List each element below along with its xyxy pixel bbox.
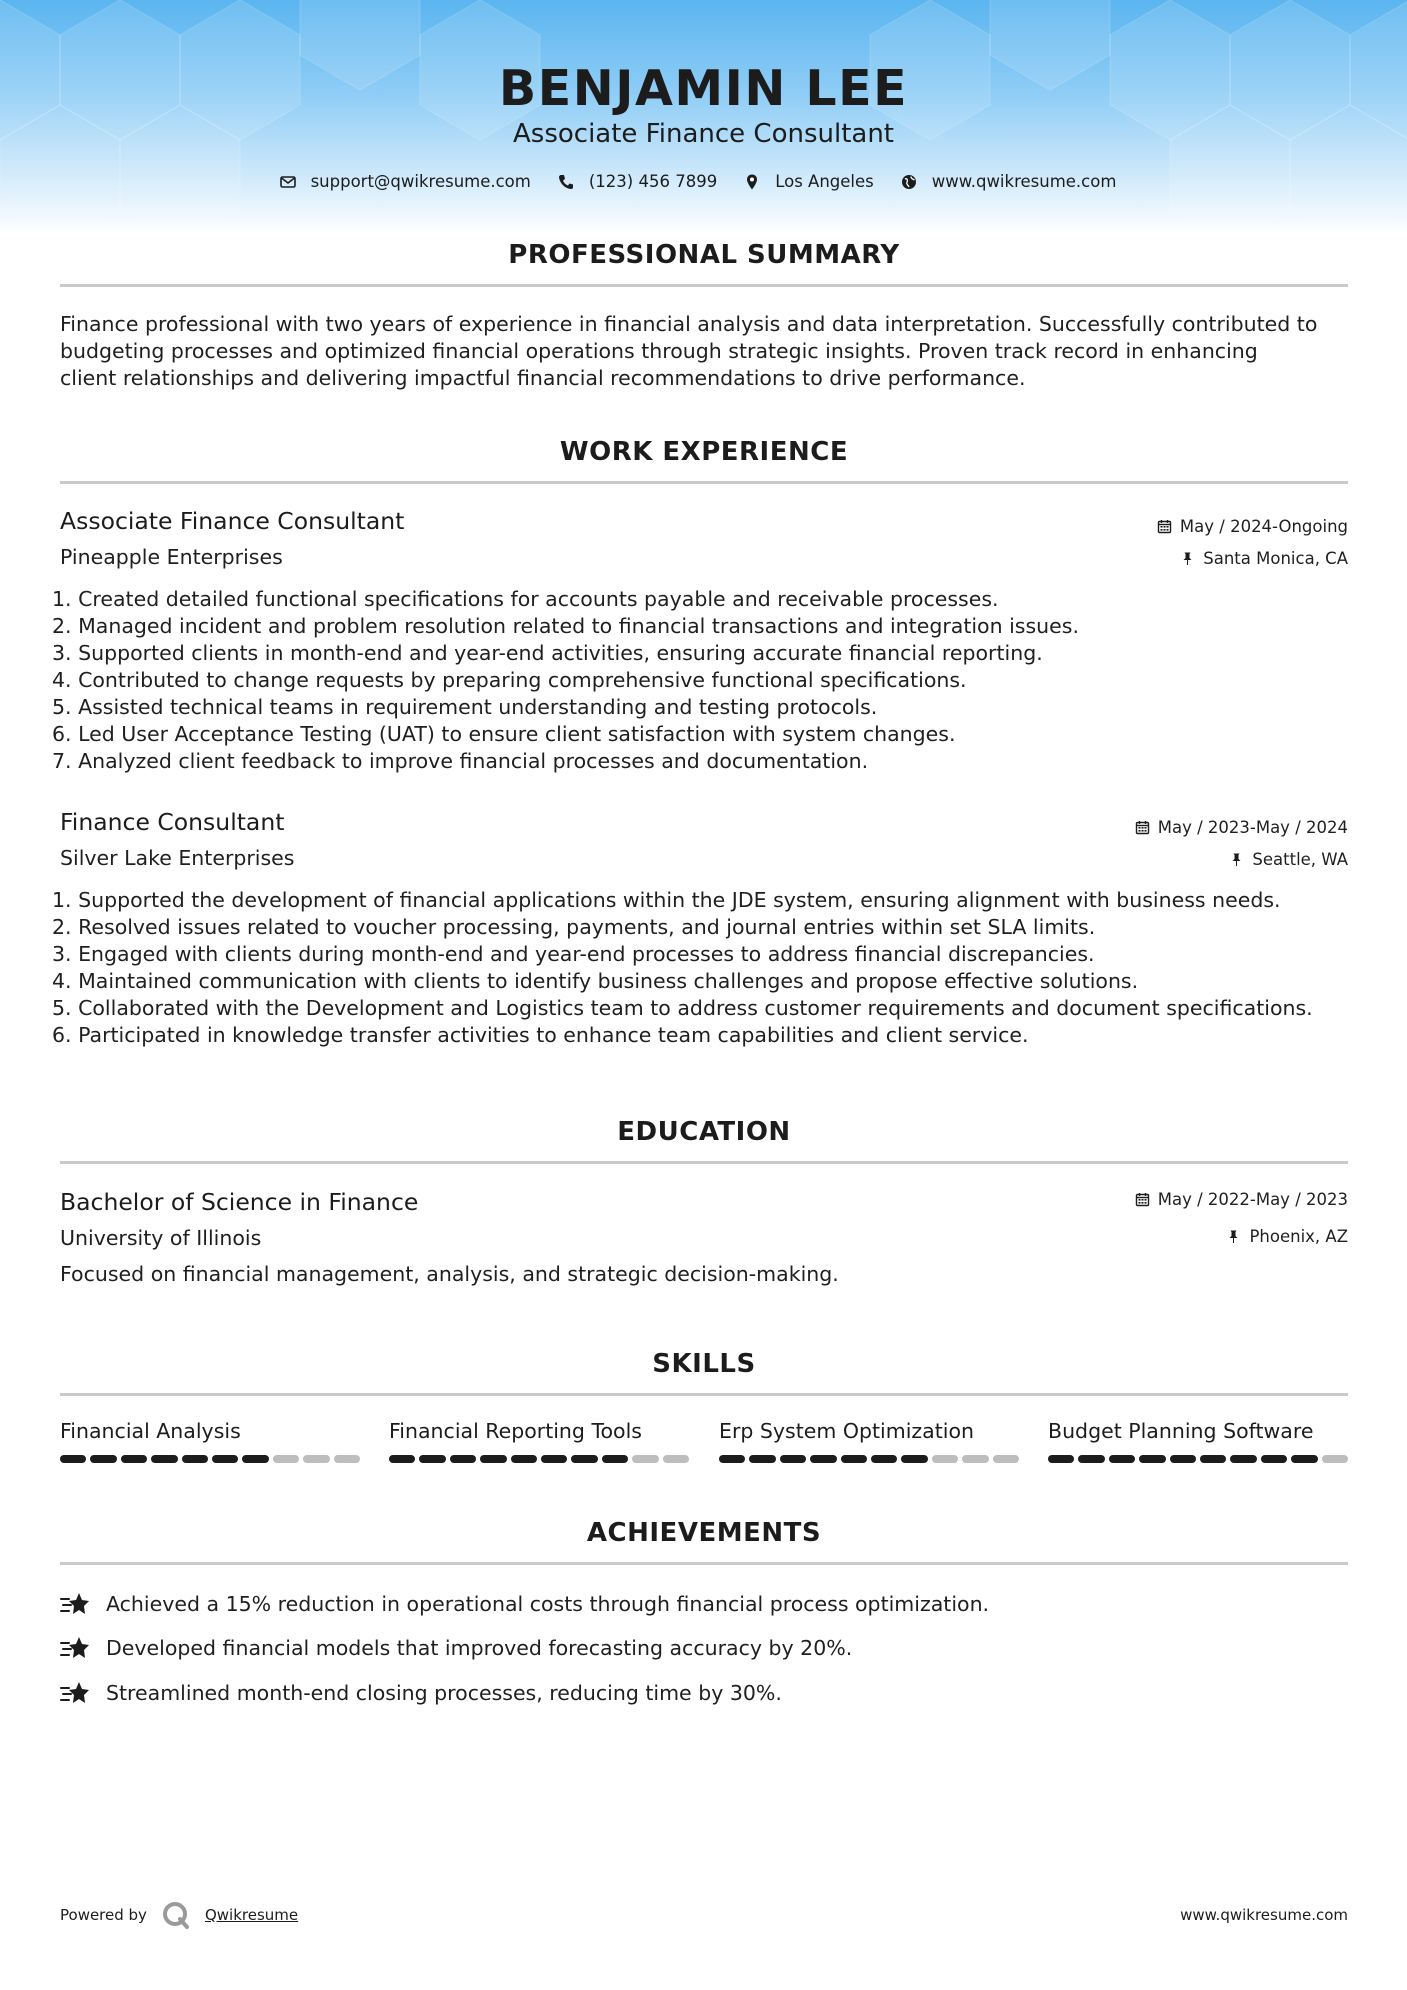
skill-dot-empty xyxy=(663,1455,689,1463)
contact-location xyxy=(743,172,874,191)
list-item: 4. Maintained communication with clients to identify business challenges and propose effective solutions. xyxy=(52,969,1139,993)
education-dates xyxy=(1135,1190,1348,1209)
skill-dot-empty xyxy=(993,1455,1019,1463)
skill-item xyxy=(389,1419,689,1463)
skill-dot-filled xyxy=(1170,1455,1196,1463)
job-title: Finance Consultant xyxy=(60,808,285,836)
skill-dot-empty xyxy=(1322,1455,1348,1463)
education-location-text: Phoenix, AZ xyxy=(1249,1227,1348,1246)
list-item: 6. Led User Acceptance Testing (UAT) to ensure client satisfaction with system changes. xyxy=(52,722,956,746)
calendar-icon xyxy=(1135,820,1150,835)
skill-dot-filled xyxy=(212,1455,238,1463)
skill-dot-filled xyxy=(1139,1455,1165,1463)
achievements-heading: ACHIEVEMENTS xyxy=(586,1518,822,1548)
skill-dot-filled xyxy=(242,1455,268,1463)
pushpin-icon xyxy=(1229,852,1244,867)
experience-heading: WORK EXPERIENCE xyxy=(559,437,849,467)
summary-heading: PROFESSIONAL SUMMARY xyxy=(508,240,900,270)
job-company: Silver Lake Enterprises xyxy=(60,846,295,870)
list-item: 6. Participated in knowledge transfer activities to enhance team capabilities and client service. xyxy=(52,1023,1029,1047)
skill-dot-filled xyxy=(901,1455,927,1463)
job-dates-text: May / 2023-May / 2024 xyxy=(1157,818,1348,837)
job-title: Associate Finance Consultant xyxy=(60,507,405,535)
job-bullets xyxy=(52,586,1079,775)
education-dates-text: May / 2022-May / 2023 xyxy=(1157,1190,1348,1209)
skill-dot-empty xyxy=(962,1455,988,1463)
list-item: 1. Created detailed functional specifications for accounts payable and receivable processes. xyxy=(52,587,999,611)
experience-divider xyxy=(60,481,1348,484)
job-location xyxy=(1229,850,1348,869)
list-item: 5. Collaborated with the Development and Logistics team to address customer requirements and document specifications. xyxy=(52,996,1313,1020)
list-item: 1. Supported the development of financial applications within the JDE system, ensuring alignment with business needs. xyxy=(52,888,1281,912)
achievement-text: Streamlined month-end closing processes, reducing time by 30%. xyxy=(106,1681,782,1705)
skill-name: Financial Reporting Tools xyxy=(389,1419,642,1443)
contact-bar xyxy=(0,172,1407,191)
skill-dot-filled xyxy=(450,1455,476,1463)
summary-line: Finance professional with two years of experience in financial analysis and data interpretation. Successfully contributed to xyxy=(60,312,1318,336)
skill-dot-filled xyxy=(541,1455,567,1463)
list-item: 4. Contributed to change requests by preparing comprehensive functional specifications. xyxy=(52,668,967,692)
achievement-text: Developed financial models that improved forecasting accuracy by 20%. xyxy=(106,1636,853,1660)
qwikresume-logo-icon xyxy=(161,1900,191,1930)
achievements-divider xyxy=(60,1562,1348,1565)
shooting-star-icon xyxy=(60,1590,92,1618)
header-background xyxy=(0,0,1407,235)
education-divider xyxy=(60,1161,1348,1164)
skill-level-bar xyxy=(1048,1455,1348,1463)
skill-dot-empty xyxy=(273,1455,299,1463)
education-school: University of Illinois xyxy=(60,1226,262,1250)
skill-dot-filled xyxy=(419,1455,445,1463)
skill-dot-filled xyxy=(1048,1455,1074,1463)
summary-divider xyxy=(60,284,1348,287)
contact-website[interactable] xyxy=(900,172,1117,191)
list-item: 2. Managed incident and problem resolution related to financial transactions and integration issues. xyxy=(52,614,1079,638)
skills-heading: SKILLS xyxy=(652,1349,756,1379)
education-description: Focused on financial management, analysis, and strategic decision-making. xyxy=(60,1262,839,1286)
skill-dot-empty xyxy=(303,1455,329,1463)
summary-line: client relationships and delivering impactful financial recommendations to drive performance. xyxy=(60,366,1026,390)
shooting-star-icon xyxy=(60,1679,92,1707)
list-item: 7. Analyzed client feedback to improve financial processes and documentation. xyxy=(52,749,869,773)
candidate-role: Associate Finance Consultant xyxy=(512,119,894,149)
achievement-item xyxy=(60,1679,782,1707)
skill-dot-filled xyxy=(571,1455,597,1463)
job-dates xyxy=(1135,818,1348,837)
contact-email[interactable] xyxy=(279,172,531,191)
job-dates xyxy=(1157,517,1348,536)
job-bullets xyxy=(52,887,1313,1049)
skill-dot-filled xyxy=(121,1455,147,1463)
candidate-name: BENJAMIN LEE xyxy=(498,60,909,117)
skill-dot-filled xyxy=(1200,1455,1226,1463)
skill-dot-filled xyxy=(480,1455,506,1463)
list-item: 3. Supported clients in month-end and year-end activities, ensuring accurate financial reporting. xyxy=(52,641,1043,665)
footer-website[interactable]: www.qwikresume.com xyxy=(1180,1906,1348,1924)
achievement-item xyxy=(60,1634,852,1662)
skill-dot-filled xyxy=(1078,1455,1104,1463)
footer-powered-by xyxy=(60,1900,298,1930)
email-text: support@qwikresume.com xyxy=(310,172,531,191)
skill-dot-filled xyxy=(719,1455,745,1463)
skill-name: Erp System Optimization xyxy=(719,1419,975,1443)
website-text: www.qwikresume.com xyxy=(931,172,1117,191)
location-text: Los Angeles xyxy=(775,172,874,191)
pushpin-icon xyxy=(1180,551,1195,566)
envelope-icon xyxy=(279,173,297,191)
skill-dot-empty xyxy=(932,1455,958,1463)
skill-dot-filled xyxy=(780,1455,806,1463)
skill-dot-filled xyxy=(1109,1455,1135,1463)
achievement-text: Achieved a 15% reduction in operational costs through financial process optimization. xyxy=(106,1592,990,1616)
list-item: 2. Resolved issues related to voucher processing, payments, and journal entries within set SLA limits. xyxy=(52,915,1096,939)
skill-dot-filled xyxy=(182,1455,208,1463)
skill-dot-empty xyxy=(632,1455,658,1463)
pushpin-icon xyxy=(1226,1229,1241,1244)
summary-line: budgeting processes and optimized financial operations through strategic insights. Proven track record in enhancing xyxy=(60,339,1258,363)
skill-dot-empty xyxy=(334,1455,360,1463)
list-item: 5. Assisted technical teams in requirement understanding and testing protocols. xyxy=(52,695,878,719)
skills-divider xyxy=(60,1393,1348,1396)
skill-dot-filled xyxy=(1291,1455,1317,1463)
skill-dot-filled xyxy=(60,1455,86,1463)
job-dates-text: May / 2024-Ongoing xyxy=(1179,517,1348,536)
education-degree: Bachelor of Science in Finance xyxy=(60,1188,419,1216)
skill-item xyxy=(719,1419,1019,1463)
phone-text: (123) 456 7899 xyxy=(588,172,718,191)
calendar-icon xyxy=(1157,519,1172,534)
skill-item xyxy=(60,1419,360,1463)
phone-icon xyxy=(557,173,575,191)
hexagon-pattern xyxy=(0,0,1407,235)
powered-by-label: Powered by xyxy=(60,1906,147,1924)
skill-dot-filled xyxy=(1230,1455,1256,1463)
job-company: Pineapple Enterprises xyxy=(60,545,283,569)
skill-name: Financial Analysis xyxy=(60,1419,241,1443)
skill-dot-filled xyxy=(90,1455,116,1463)
skill-name: Budget Planning Software xyxy=(1048,1419,1314,1443)
skill-dot-filled xyxy=(871,1455,897,1463)
education-location xyxy=(1226,1227,1348,1246)
contact-phone[interactable] xyxy=(557,172,717,191)
job-location-text: Santa Monica, CA xyxy=(1203,549,1348,568)
globe-icon xyxy=(900,173,918,191)
skill-level-bar xyxy=(389,1455,689,1463)
skill-dot-filled xyxy=(841,1455,867,1463)
skill-dot-filled xyxy=(749,1455,775,1463)
skill-level-bar xyxy=(719,1455,1019,1463)
skill-dot-filled xyxy=(810,1455,836,1463)
skill-dot-filled xyxy=(511,1455,537,1463)
map-pin-icon xyxy=(743,173,761,191)
list-item: 3. Engaged with clients during month-end and year-end processes to address financial discrepancies. xyxy=(52,942,1095,966)
calendar-icon xyxy=(1135,1192,1150,1207)
summary-text xyxy=(60,311,1350,392)
job-location xyxy=(1180,549,1348,568)
achievement-item xyxy=(60,1590,989,1618)
job-location-text: Seattle, WA xyxy=(1252,850,1348,869)
skill-dot-filled xyxy=(1261,1455,1287,1463)
skill-dot-filled xyxy=(389,1455,415,1463)
skill-level-bar xyxy=(60,1455,360,1463)
qwikresume-link[interactable]: Qwikresume xyxy=(204,1906,299,1924)
education-heading: EDUCATION xyxy=(617,1117,791,1147)
shooting-star-icon xyxy=(60,1634,92,1662)
skill-dot-filled xyxy=(602,1455,628,1463)
skill-item xyxy=(1048,1419,1348,1463)
skill-dot-filled xyxy=(151,1455,177,1463)
